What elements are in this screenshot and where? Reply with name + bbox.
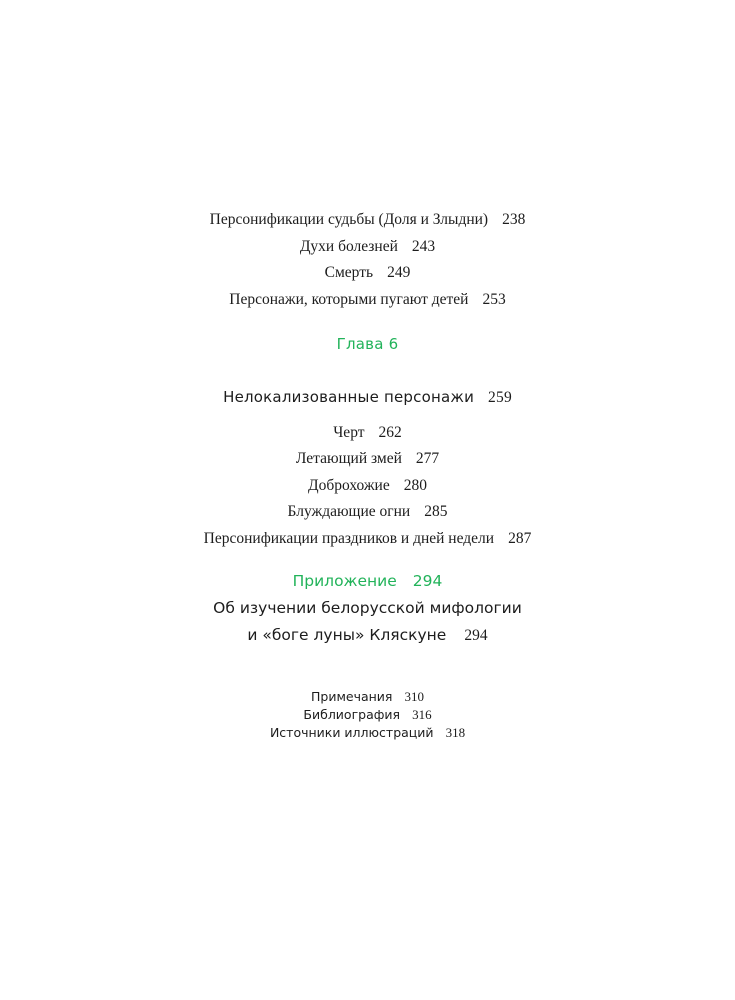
chapter-title-page: 259 (488, 389, 512, 406)
appendix-title-line2-text: и «боге луны» Кляскуне (247, 626, 447, 644)
toc-entry-page: 238 (502, 211, 526, 228)
toc-entry-title: Персонификации праздников и дней недели (203, 530, 495, 547)
toc-entry-death (0, 264, 735, 282)
appendix-title-line1: Об изучении белорусской мифологии (213, 599, 522, 617)
toc-entry-fate (0, 211, 735, 229)
appendix-title-line2 (0, 626, 735, 645)
appendix-label-page: 294 (412, 572, 443, 590)
toc-entry-wandering-lights (0, 503, 735, 521)
toc-entry-title: Духи болезней (299, 238, 398, 255)
toc-entry-disease-spirits (0, 238, 735, 256)
toc-entry-notes (0, 689, 735, 705)
toc-entry-page: 249 (387, 264, 411, 281)
toc-entry-devil (0, 424, 735, 442)
toc-entry-page: 318 (445, 725, 466, 740)
toc-entry-title: Источники иллюстраций (269, 725, 434, 740)
toc-entry-page: 310 (404, 689, 424, 704)
toc-entry-page: 285 (424, 503, 448, 520)
toc-entry-title: Примечания (311, 689, 393, 704)
appendix-label (0, 572, 735, 590)
toc-entry-page: 287 (508, 530, 532, 547)
toc-entry-title: Смерть (324, 264, 374, 281)
appendix-label-text: Приложение (292, 572, 397, 590)
toc-entry-page: 277 (415, 450, 440, 467)
toc-entry-page: 253 (482, 291, 506, 308)
toc-entry-title: Доброхожие (308, 477, 390, 494)
toc-entry-holidays (0, 530, 735, 548)
toc-entry-title: Черт (333, 424, 365, 441)
toc-entry-illustration-sources (0, 725, 735, 741)
toc-entry-page: 243 (411, 238, 436, 255)
toc-entry-dobrokhozhie (0, 477, 735, 495)
chapter-title-text: Нелокализованные персонажи (223, 388, 475, 406)
toc-entry-bibliography (0, 707, 735, 723)
toc-entry-title: Библиография (303, 707, 401, 722)
toc-entry-title: Персонажи, которыми пугают детей (229, 291, 469, 308)
toc-entry-title: Персонификации судьбы (Доля и Злыдни) (209, 211, 489, 228)
toc-entry-flying-serpent (0, 450, 735, 468)
appendix-title-page: 294 (464, 627, 488, 644)
chapter-label: Глава 6 (336, 335, 399, 353)
toc-entry-page: 280 (403, 477, 427, 494)
chapter-title (0, 388, 735, 407)
toc-entry-page: 316 (412, 707, 432, 722)
toc-entry-scary-characters (0, 291, 735, 309)
toc-entry-page: 262 (378, 424, 402, 441)
toc-entry-title: Блуждающие огни (287, 503, 411, 520)
toc-entry-title: Летающий змей (295, 450, 402, 467)
